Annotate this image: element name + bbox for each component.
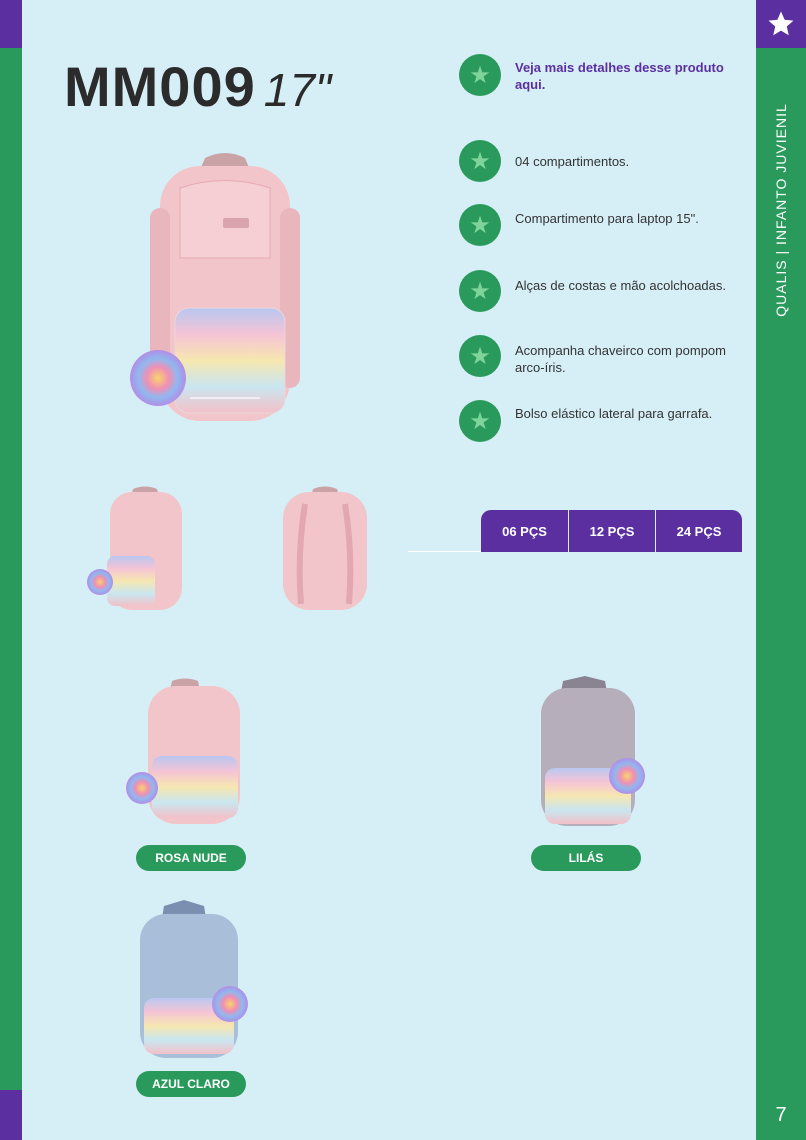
color-rosa-nude-button[interactable]: ROSA NUDE [136, 845, 246, 871]
main-backpack-image [110, 148, 340, 433]
left-accent-bar [0, 0, 22, 1140]
rosa-nude-backpack-image [120, 676, 250, 826]
color-azul-claro-button[interactable]: AZUL CLARO [136, 1071, 246, 1097]
front-view-image [85, 484, 205, 614]
feature-item: Alças de costas e mão acolchoadas. [515, 278, 727, 293]
right-sidebar [756, 0, 806, 1140]
feature-star-icon: ★ [459, 335, 501, 377]
qty-tab-12[interactable]: 12 PÇS [568, 510, 655, 552]
feature-star-icon: ★ [459, 400, 501, 442]
left-bar-bottom-cap [0, 1090, 22, 1140]
color-lilas-button[interactable]: LILÁS [531, 845, 641, 871]
details-link[interactable]: Veja mais detalhes desse produto aqui. [515, 60, 724, 92]
azul-claro-backpack-image [130, 900, 260, 1060]
product-size: 17" [263, 64, 332, 116]
product-code: MM009 [64, 55, 256, 118]
feature-item: Acompanha chaveirco com pompom arco-íris. [515, 343, 726, 375]
feature-star-icon: ★ [459, 270, 501, 312]
back-view-image [275, 484, 375, 614]
feature-star-icon: ★ [459, 204, 501, 246]
lilas-backpack-image [525, 676, 655, 826]
left-bar-top-cap [0, 0, 22, 48]
feature-star-icon: ★ [459, 140, 501, 182]
details-star-icon[interactable]: ★ [459, 54, 501, 96]
quantity-tabs [481, 510, 742, 552]
feature-item: 04 compartimentos. [515, 154, 630, 169]
star-icon [766, 9, 796, 39]
feature-item: Bolso elástico lateral para garrafa. [515, 406, 713, 421]
page-number: 7 [756, 1090, 806, 1140]
section-label: QUALIS | INFANTO JUVIENIL [773, 103, 790, 317]
qty-tab-06[interactable]: 06 PÇS [481, 510, 568, 552]
qty-tab-24[interactable]: 24 PÇS [655, 510, 742, 552]
corner-star-box [756, 0, 806, 48]
product-title [64, 54, 331, 119]
feature-item: Compartimento para laptop 15". [515, 211, 699, 226]
